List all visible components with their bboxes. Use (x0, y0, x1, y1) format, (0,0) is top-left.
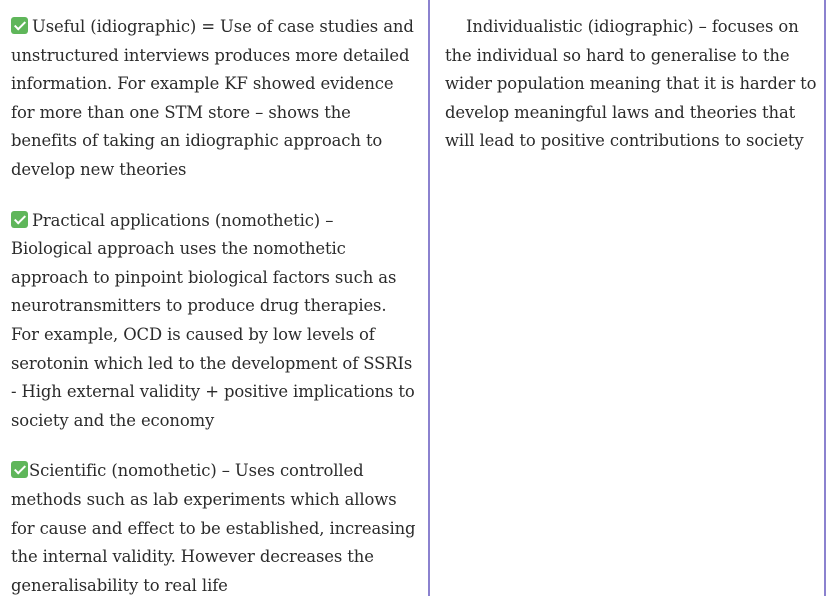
strength-text: Practical applications (nomothetic) – Biological approach uses the nomothetic approach to pinpoint biological factors such as neurotransmitters to produce drug therapies. For example, OCD is caused by low levels of serotonin which led to the development of SSRIs - High external validity + positive implications to society and the economy (11, 210, 415, 430)
weakness-point-individualistic: Individualistic (idiographic) – focuses on the individual so hard to generalise to the wider population meaning that it is harder to develop meaningful laws and theories that will lead to positive contributions to society (445, 17, 817, 151)
strength-text: Useful (idiographic) = Use of case studies and unstructured interviews produces more detailed information. For example KF showed evidence for more than one STM store – shows the benefits of taking an idiographic approach to develop new theories (11, 17, 414, 179)
strength-point-practical-applications (11, 207, 418, 436)
weaknesses-column (430, 0, 826, 596)
strength-point-scientific (11, 457, 418, 600)
strength-point-useful (11, 13, 418, 185)
check-mark-icon (11, 211, 28, 228)
check-mark-icon (11, 461, 28, 478)
check-mark-icon (11, 17, 28, 34)
strength-text: Scientific (nomothetic) – Uses controlled methods such as lab experiments which allows for cause and effect to be established, increasing the internal validity. However decreases the generalisability to real life (11, 461, 416, 595)
